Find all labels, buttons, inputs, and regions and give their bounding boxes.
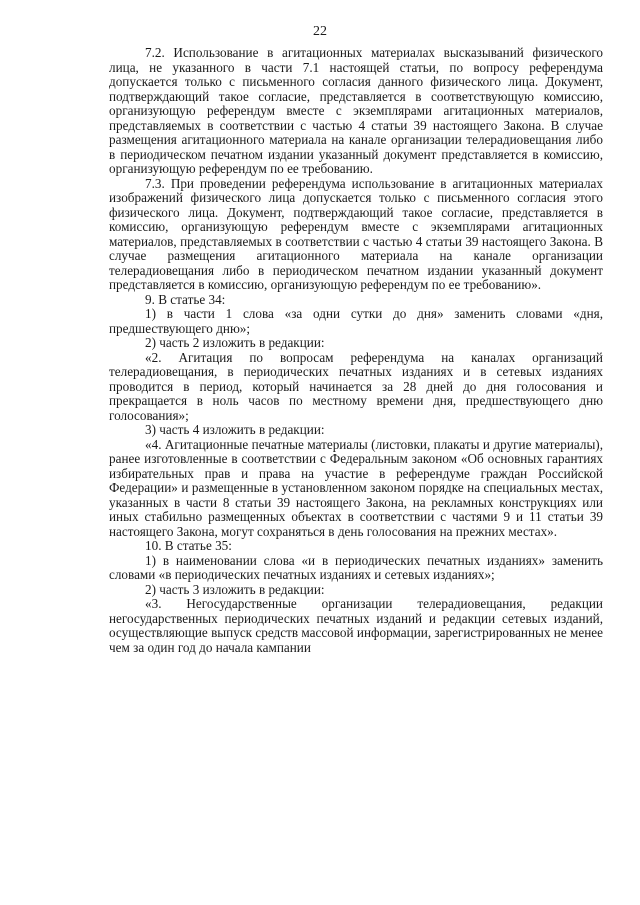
paragraph-7-2: 7.2. Использование в агитационных материалах высказываний физического лица, не указанного в части 7.1 настоящей статьи, по вопросу референдума допускается только с письменного согласия данного физического лица. Документ, подтверждающий такое согласие, представляется в соответствующую комиссию, организующую референдум вместе с экземплярами агитационных материалов, представляемых в соответствии с частью 4 статьи 39 настоящего Закона. В случае размещения агитационного материала на канале организации телерадиовещания либо в периодическом печатном издании указанный документ представляется в комиссию, организующую референдум по ее требованию. [109,45,603,176]
item-9-2-text: «2. Агитация по вопросам референдума на каналах организаций телерадиовещания, в периодических печатных изданиях и в сетевых изданиях проводится в период, который начинается за 28 дней до дня голосования и прекращается в ноль часов по местному времени дня, предшествующего дню голосования»; [109,349,603,423]
item-10-1: 1) в наименовании слова «и в периодических печатных изданиях» заменить словами «в периодических печатных изданиях и сетевых изданиях»; [109,552,603,582]
item-9-3-text: «4. Агитационные печатные материалы (листовки, плакаты и другие материалы), ранее изготовленные в соответствии с Федеральным законом «Об основных гарантиях избирательных прав и права на участие в референдуме граждан Российской Федерации» и размещенные в установленном законом порядке на специальных местах, указанных в части 8 статьи 39 настоящего Закона, на рекламных конструкциях или иных стабильно размещенных объектах в соответствии с частями 9 и 11 статьи 39 настоящего Закона, могут сохраняться в день голосования на прежних местах». [109,436,603,539]
paragraph-7-3: 7.3. При проведении референдума использование в агитационных материалах изображений физического лица допускается только с письменного согласия этого физического лица. Документ, подтверждающий такое согласие, представляется в комиссию, организующую референдум вместе с экземплярами агитационных материалов, представляемых в соответствии с частью 4 статьи 39 настоящего Закона. В случае размещения агитационного материала на канале организации телерадиовещания либо в периодическом печатном издании указанный документ представляется в комиссию, организующую референдум по ее требованию». [109,175,603,292]
item-10-2-text: «3. Негосударственные организации телерадиовещания, редакции негосударственных периодических печатных изданий и редакции сетевых изданий, осуществляющие выпуск средств массовой информации, зарегистрированных не менее чем за один год до начала кампании [109,596,603,655]
item-10-heading: 10. В статье 35: [145,538,232,553]
document-body [109,46,603,655]
item-9-heading: 9. В статье 34: [145,291,226,307]
item-10-2: 2) часть 3 изложить в редакции: [145,581,325,597]
item-9-1: 1) в части 1 слова «за одни сутки до дня» заменить словами «дня, предшествующего дню»; [109,306,603,336]
item-9-2: 2) часть 2 изложить в редакции: [145,335,325,350]
page-number: 22 [313,24,327,39]
item-9-3: 3) часть 4 изложить в редакции: [145,422,325,437]
